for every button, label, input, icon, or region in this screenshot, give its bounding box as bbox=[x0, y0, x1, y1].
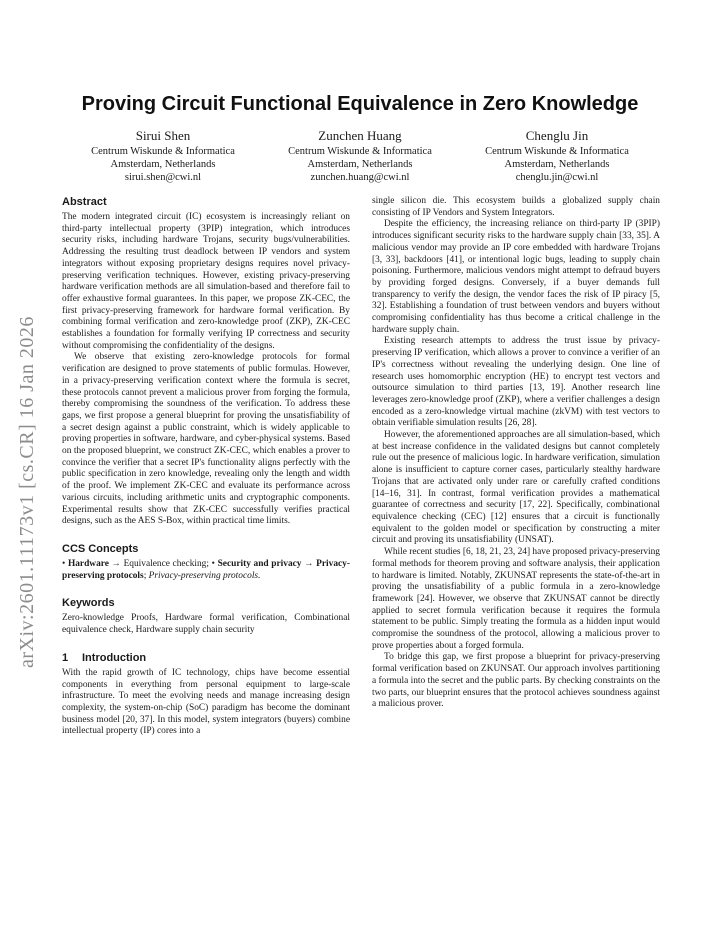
right-column bbox=[372, 196, 660, 711]
ccs-concept-hardware: Hardware bbox=[67, 558, 109, 569]
author-name: Zunchen Huang bbox=[318, 128, 402, 143]
ccs-concept-privacy-italic: Privacy-preserving protocols. bbox=[148, 570, 261, 581]
author-email[interactable]: sirui.shen@cwi.nl bbox=[124, 172, 202, 183]
ccs-concept-hardware-detail: → Equivalence checking; bbox=[108, 558, 212, 569]
author-location: Amsterdam, Netherlands bbox=[307, 159, 413, 170]
author-location: Amsterdam, Netherlands bbox=[110, 159, 216, 170]
author-block bbox=[70, 128, 650, 184]
intro-paragraph-5: While recent studies [6, 18, 21, 23, 24] have proposed privacy-preserving formal methods for theorem proving and software analysis, their application to hardware is limited. Notably, ZKUNSAT represents the state-of-the-art in proving the unsatisfiability of a public formula in a zero-knowledge framework [24]. However, we observe that ZKUNSAT cannot be directly applied to secret formula verification because it requires the formula statement to be public. Simply treating the formula as a hidden input would compromise the soundness of the protocol, allowing a malicious prover to prove properties about a forged formula. bbox=[372, 547, 660, 651]
author-name: Chenglu Jin bbox=[525, 128, 589, 143]
author-1 bbox=[70, 128, 256, 184]
introduction-heading bbox=[62, 651, 350, 665]
ccs-separator: ; bbox=[143, 570, 149, 581]
section-number: 1 bbox=[62, 651, 69, 664]
intro-paragraph-1-continued: single silicon die. This ecosystem builds a globalized supply chain consisting of IP Vendors and System Integrators. bbox=[372, 196, 660, 218]
author-affiliation: Centrum Wiskunde & Informatica bbox=[288, 146, 432, 157]
intro-paragraph-3: Existing research attempts to address the trust issue by privacy-preserving IP verification, which allows a prover to convince a verifier of an IP's correctness without revealing the underlying design. One line of research uses homomorphic encryption (HE) to encrypt test vectors and outsource simulation to third parties [13, 19]. Another research line leverages zero-knowledge proof (ZKP), where a verifier challenges a design encoded as a zero-knowledge virtual machine (zkVM) with test vectors to obtain verifiable simulation results [26, 28]. bbox=[372, 336, 660, 429]
author-email[interactable]: zunchen.huang@cwi.nl bbox=[310, 172, 410, 183]
ccs-bullet: • bbox=[211, 558, 215, 569]
ccs-concept-privacy: Privacy-preserving protocols bbox=[62, 558, 350, 581]
section-title: Introduction bbox=[82, 651, 147, 664]
author-location: Amsterdam, Netherlands bbox=[504, 159, 610, 170]
author-name: Sirui Shen bbox=[135, 128, 191, 143]
author-3 bbox=[464, 128, 650, 184]
ccs-bullet: • bbox=[62, 558, 66, 569]
author-email[interactable]: chenglu.jin@cwi.nl bbox=[515, 172, 599, 183]
ccs-concept-security: Security and privacy bbox=[217, 558, 302, 569]
author-affiliation: Centrum Wiskunde & Informatica bbox=[485, 146, 629, 157]
author-2 bbox=[267, 128, 453, 184]
abstract-heading: Abstract bbox=[62, 196, 107, 208]
left-column bbox=[62, 195, 350, 738]
keywords-text: Zero-knowledge Proofs, Hardware formal verification, Combinational equivalence check, Hardware supply chain security bbox=[62, 613, 350, 636]
abstract-paragraph-2: We observe that existing zero-knowledge protocols for formal verification are designed to prove statements of public formulas. However, in a privacy-preserving verification context where the formula is secret, these protocols cannot prevent a malicious prover from forging the formula, thereby compromising the soundness of the verification. To address these gaps, we first propose a general blueprint for proving the unsatisfiability of a secret design against a public constraint, which is widely applicable to proving properties in software, hardware, and cyber-physical systems. Based on the proposed blueprint, we construct ZK-CEC, which enables a prover to convince the verifier that a secret IP's functionality aligns perfectly with the public specification in zero knowledge, revealing only the length and width of the proof. We implement ZK-CEC and evaluate its performance across various circuits, including arithmetic units and cryptographic components. Experimental results show that ZK-CEC successfully verifies practical designs, such as the AES S-Box, within practical time limits. bbox=[62, 352, 351, 527]
intro-paragraph-6: To bridge this gap, we first propose a blueprint for privacy-preserving formal verification based on ZKUNSAT. Our approach involves partitioning a formula into the secret and the public parts. By checking constraints on the two parts, our blueprint ensures that the protocol achieves soundness against a malicious prover. bbox=[372, 652, 660, 710]
ccs-arrow: → bbox=[301, 558, 317, 569]
intro-paragraph-4: However, the aforementioned approaches are all simulation-based, which at best increase confidence in the validated designs but cannot completely rule out the presence of malicious logic. In hardware verification, simulation alone is insufficient to capture corner cases, particularly stealthy hardware Trojans that are activated only under rare or carefully crafted conditions [14–16, 31]. In contrast, formal verification provides a mathematical guarantee of correctness and security [17, 22]. Specifically, combinational equivalence checking (CEC) [12] ensures that a circuit is functionally equivalent to the golden model or specification by constructing a miter circuit and proving its unsatisfiability (UNSAT). bbox=[372, 430, 660, 546]
ccs-heading: CCS Concepts bbox=[62, 542, 139, 555]
keywords-heading: Keywords bbox=[62, 597, 115, 610]
paper-title: Proving Circuit Functional Equivalence in Zero Knowledge bbox=[81, 93, 639, 115]
intro-paragraph-1: With the rapid growth of IC technology, chips have become essential components in everything from personal equipment to large-scale infrastructure. To meet the evolving needs and manage increasing design complexity, the system-on-chip (SoC) paradigm has become the dominant business model [20, 37]. In this model, system integrators (buyers) combine intellectual property (IP) cores into a bbox=[62, 667, 350, 737]
author-affiliation: Centrum Wiskunde & Informatica bbox=[91, 146, 235, 157]
ccs-concepts bbox=[62, 559, 350, 582]
intro-paragraph-2: Despite the efficiency, the increasing reliance on third-party IP (3PIP) introduces significant security risks to the hardware supply chain [33, 35]. A malicious vendor may provide an IP core embedded with hardware Trojans [3, 33], backdoors [41], or intentional logic bugs, leading to supply chain poisoning. Furthermore, malicious vendors might attempt to defraud buyers by providing forged designs. Conversely, if a buyer demands full transparency to verify the design, the vendor faces the risk of IP piracy [5, 32]. Establishing a foundation of trust between vendors and buyers without compromising confidentiality has thus become a critical challenge in the hardware supply chain. bbox=[372, 219, 660, 335]
abstract-paragraph-1: The modern integrated circuit (IC) ecosystem is increasingly reliant on third-party intellectual property (3PIP) integration, which introduces security risks, including hardware Trojans, security bugs/vulnerabilities. Addressing the resulting trust deadlock between IP vendors and system integrators without exposing proprietary designs requires novel privacy-preserving verification techniques. However, existing privacy-preserving hardware verification methods are all simulation-based and therefore fail to offer exhaustive formal guarantees. In this paper, we propose ZK-CEC, the first privacy-preserving framework for hardware formal verification. By combining formal verification and zero-knowledge proof (ZKP), ZK-CEC establishes a foundation for formally verifying IP correctness and security without compromising the confidentiality of the designs. bbox=[62, 212, 350, 351]
arxiv-stamp: arXiv:2601.11173v1 [cs.CR] 16 Jan 2026 bbox=[16, 316, 38, 668]
